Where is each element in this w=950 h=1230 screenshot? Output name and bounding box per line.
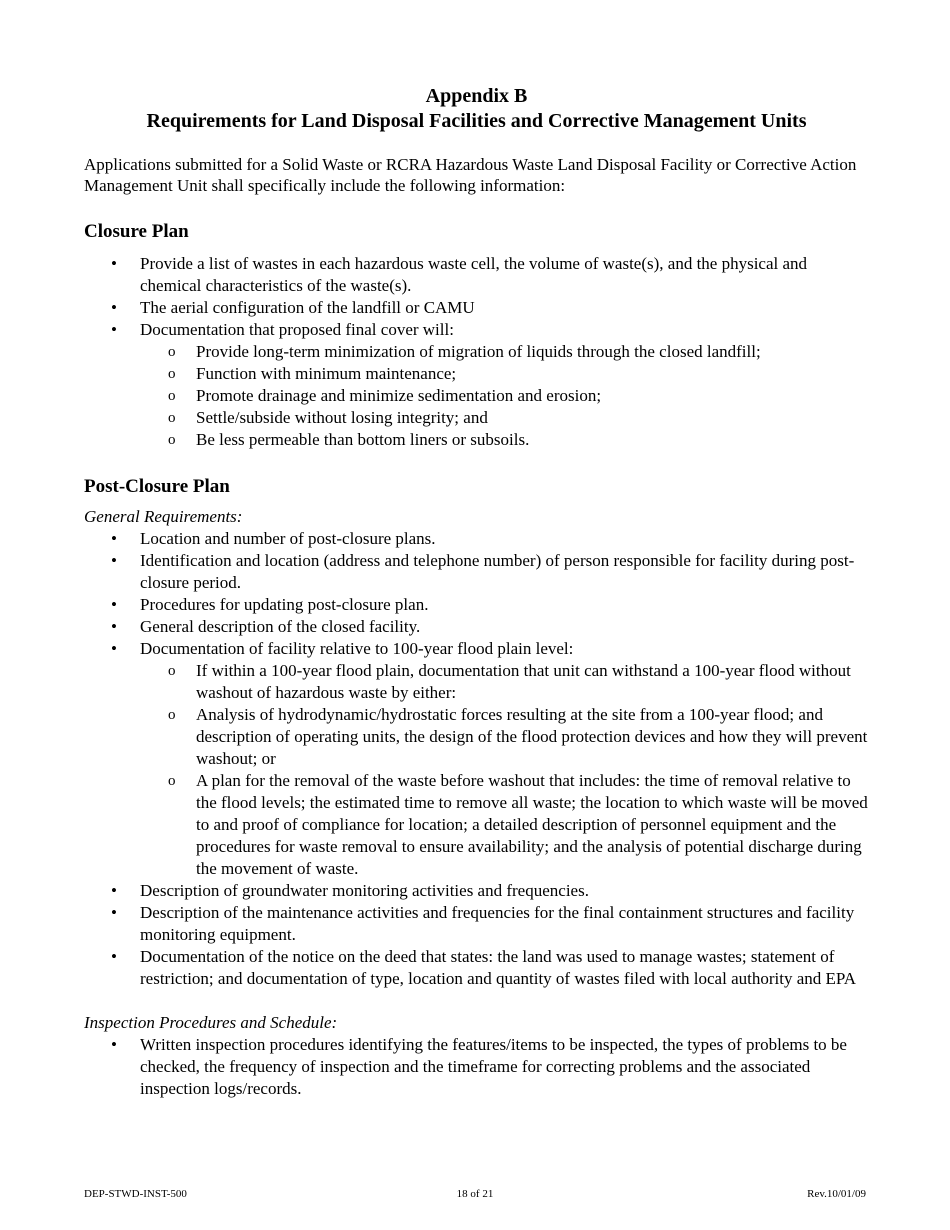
sub-list-item — [84, 660, 869, 704]
sub-list-item-text: Promote drainage and minimize sedimentation and erosion; — [196, 386, 602, 405]
intro-paragraph: Applications submitted for a Solid Waste or RCRA Hazardous Waste Land Disposal Facility or Corrective Action Management Unit shall specifically include the following information: — [84, 155, 857, 195]
circle-marker: o — [168, 707, 176, 723]
circle-marker: o — [168, 432, 176, 448]
bullet-marker: • — [111, 298, 117, 317]
document-page — [84, 84, 869, 1100]
bullet-marker: • — [111, 529, 117, 548]
list-item-text: Documentation of the notice on the deed that states: the land was used to manage wastes; statement of restriction; and documentation of type, location and quantity of wastes filed with local authority and EPA — [140, 947, 857, 988]
flood-plain-sublist — [140, 660, 869, 880]
inspection-procedures-label: Inspection Procedures and Schedule: — [84, 1013, 338, 1032]
circle-marker: o — [168, 344, 176, 360]
list-item — [84, 638, 869, 880]
footer-page-number: 18 of 21 — [456, 1188, 494, 1200]
list-item-text: General description of the closed facility. — [140, 617, 421, 636]
list-item — [84, 594, 869, 616]
bullet-marker: • — [111, 903, 117, 922]
sub-list-item-text: If within a 100-year flood plain, documentation that unit can withstand a 100-year flood without washout of hazardous waste by either: — [196, 661, 851, 702]
closure-plan-heading: Closure Plan — [84, 221, 189, 242]
inspection-list — [84, 1034, 869, 1100]
general-requirements-list — [84, 528, 869, 990]
footer-revision: Rev.10/01/09 — [807, 1188, 866, 1200]
circle-marker: o — [168, 388, 176, 404]
sub-list-item-text: Function with minimum maintenance; — [196, 364, 457, 383]
sub-list-item-text: Be less permeable than bottom liners or subsoils. — [196, 430, 530, 449]
footer-doc-id: DEP-STWD-INST-500 — [84, 1188, 187, 1200]
list-item-text: Procedures for updating post-closure plan. — [140, 595, 429, 614]
list-item-text: Written inspection procedures identifying the features/items to be inspected, the types of problems to be checked, the frequency of inspection and the timeframe for correcting problems and the associated inspection logs/records. — [140, 1035, 847, 1098]
bullet-marker: • — [111, 947, 117, 966]
list-item-text: Provide a list of wastes in each hazardous waste cell, the volume of waste(s), and the physical and chemical characteristics of the waste(s). — [140, 254, 808, 295]
bullet-marker: • — [111, 617, 117, 636]
list-item — [84, 297, 869, 319]
bullet-marker: • — [111, 1035, 117, 1054]
list-item-text: Identification and location (address and telephone number) of person responsible for facility during post-closure period. — [140, 551, 855, 592]
bullet-marker: • — [111, 595, 117, 614]
list-item-text: Description of groundwater monitoring activities and frequencies. — [140, 881, 589, 900]
sub-list-item — [84, 363, 869, 385]
list-item-text: Documentation that proposed final cover will: — [140, 320, 454, 339]
list-item — [84, 1034, 869, 1100]
bullet-marker: • — [111, 254, 117, 273]
list-item-text: Documentation of facility relative to 100-year flood plain level: — [140, 639, 574, 658]
sub-list-item — [84, 385, 869, 407]
sub-list-item — [84, 407, 869, 429]
sub-list-item — [84, 429, 869, 451]
list-item — [84, 946, 869, 990]
bullet-marker: • — [111, 881, 117, 900]
list-item-text: The aerial configuration of the landfill or CAMU — [140, 298, 475, 317]
sub-list-item — [84, 770, 869, 880]
sub-list-item — [84, 341, 869, 363]
list-item-text: Description of the maintenance activities and frequencies for the final containment structures and facility monitoring equipment. — [140, 903, 855, 944]
list-item — [84, 902, 869, 946]
sub-list-item — [84, 704, 869, 770]
appendix-title: Appendix B — [425, 85, 528, 107]
list-item — [84, 616, 869, 638]
appendix-subtitle: Requirements for Land Disposal Facilities and Corrective Management Units — [146, 110, 807, 132]
list-item — [84, 319, 869, 451]
closure-list — [84, 253, 869, 451]
sub-list-item-text: Provide long-term minimization of migration of liquids through the closed landfill; — [196, 342, 761, 361]
circle-marker: o — [168, 410, 176, 426]
circle-marker: o — [168, 773, 176, 789]
bullet-marker: • — [111, 551, 117, 570]
bullet-marker: • — [111, 320, 117, 339]
sub-list-item-text: Analysis of hydrodynamic/hydrostatic forces resulting at the site from a 100-year flood; and description of operating units, the design of the flood protection devices and how they will prevent washout; or — [196, 705, 868, 768]
list-item — [84, 550, 869, 594]
list-item — [84, 253, 869, 297]
post-closure-plan-heading: Post-Closure Plan — [84, 476, 230, 497]
list-item — [84, 528, 869, 550]
cover-sublist — [140, 341, 869, 451]
circle-marker: o — [168, 366, 176, 382]
circle-marker: o — [168, 663, 176, 679]
list-item-text: Location and number of post-closure plans. — [140, 529, 436, 548]
sub-list-item-text: Settle/subside without losing integrity; and — [196, 408, 488, 427]
list-item — [84, 880, 869, 902]
sub-list-item-text: A plan for the removal of the waste before washout that includes: the time of removal relative to the flood levels; the estimated time to remove all waste; the location to which waste will be moved to and proof of compliance for location; a detailed description of personnel equipment and the procedures for waste removal to ensure availability; and the analysis of potential discharge during the movement of waste. — [196, 771, 868, 878]
general-requirements-label: General Requirements: — [84, 507, 243, 526]
bullet-marker: • — [111, 639, 117, 658]
